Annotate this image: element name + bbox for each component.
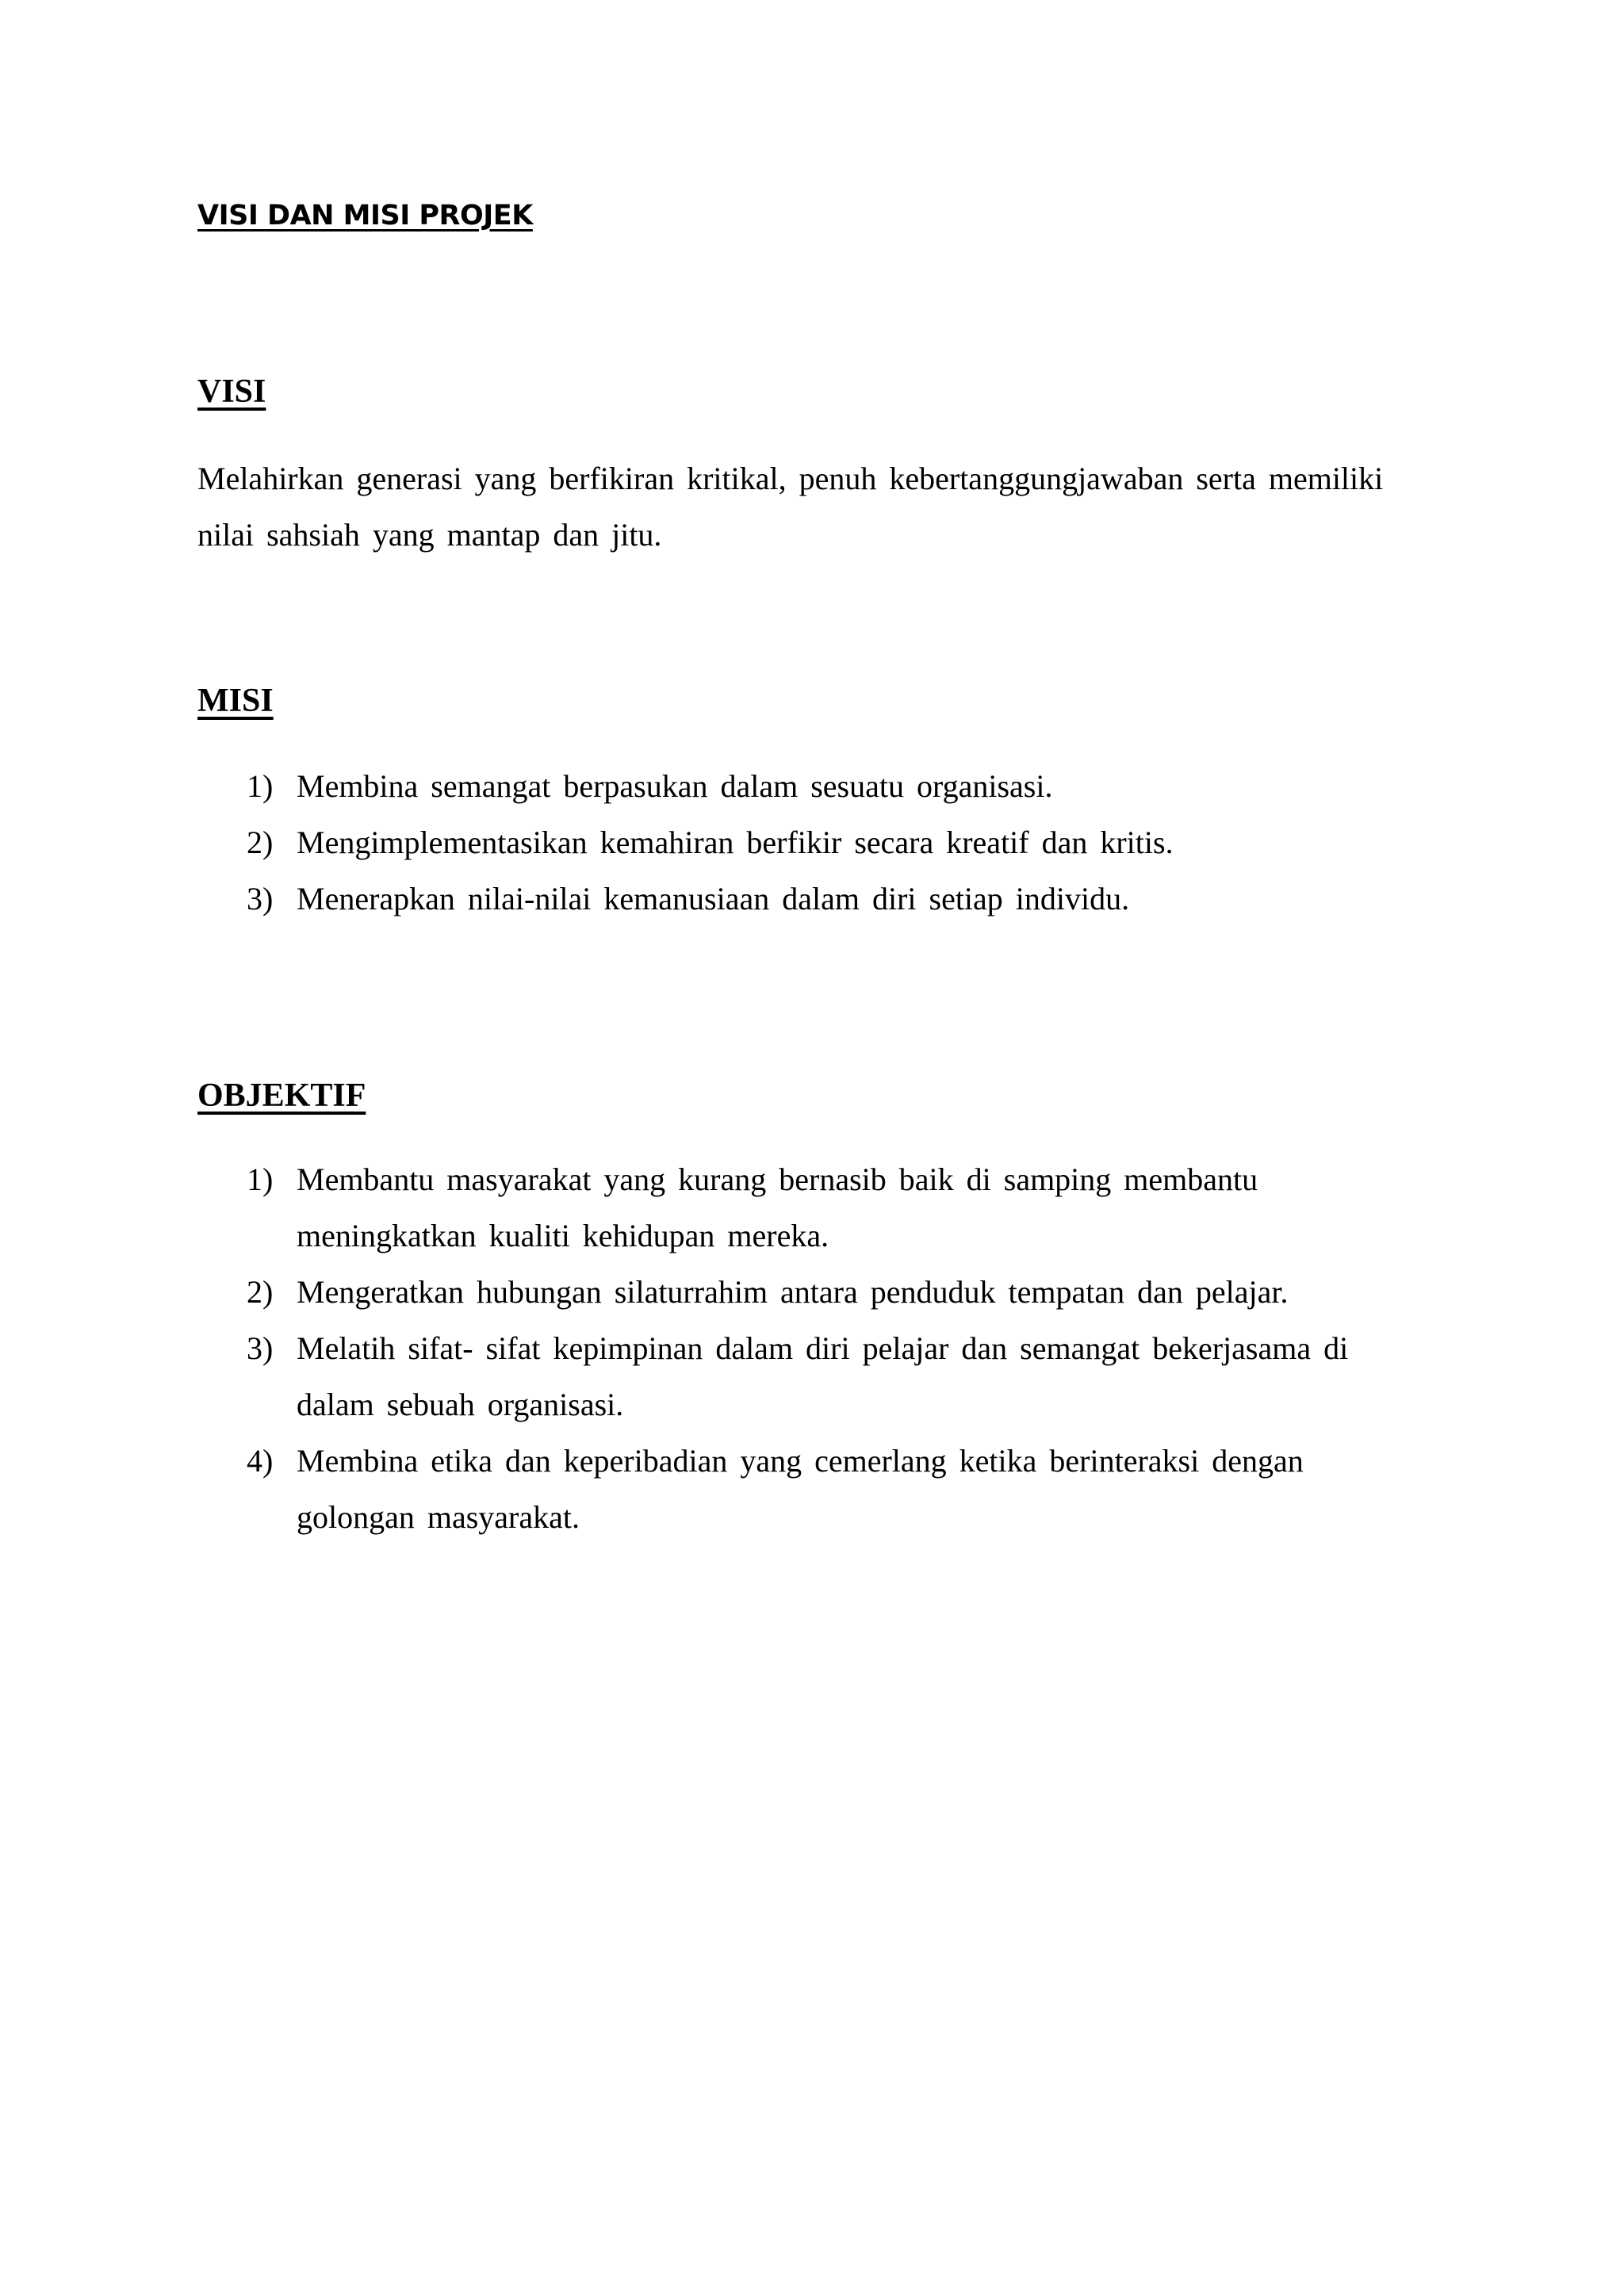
objektif-item-number: 4) [247, 1443, 274, 1479]
misi-item [0, 871, 1624, 927]
misi-item [0, 758, 1624, 814]
objektif-item [0, 1264, 1624, 1320]
objektif-item-text: Membina etika dan keperibadian yang cemerlang ketika berinteraksi dengan golongan masyarakat. [297, 1443, 1304, 1535]
misi-item-number: 3) [247, 881, 274, 916]
objektif-item-number: 1) [247, 1161, 274, 1197]
misi-heading: MISI [197, 683, 274, 719]
misi-item-text: Mengimplementasikan kemahiran berfikir secara kreatif dan kritis. [297, 825, 1174, 860]
objektif-item [0, 1151, 1624, 1264]
objektif-item-text: Melatih sifat- sifat kepimpinan dalam diri pelajar dan semangat bekerjasama di dalam sebuah organisasi. [297, 1330, 1349, 1422]
misi-item-number: 2) [247, 825, 274, 860]
misi-item-text: Membina semangat berpasukan dalam sesuatu organisasi. [297, 768, 1053, 804]
objektif-item [0, 1320, 1624, 1433]
misi-item-text: Menerapkan nilai-nilai kemanusiaan dalam diri setiap individu. [297, 881, 1130, 916]
objektif-heading: OBJEKTIF [197, 1077, 366, 1114]
misi-list [0, 758, 1624, 927]
visi-paragraph: Melahirkan generasi yang berfikiran kritikal, penuh kebertanggungjawaban serta memiliki nilai sahsiah yang mantap dan jitu. [197, 461, 1384, 553]
objektif-item-number: 2) [247, 1274, 274, 1310]
objektif-item-number: 3) [247, 1330, 274, 1366]
objektif-item [0, 1433, 1624, 1545]
document-title: VISI DAN MISI PROJEK [197, 200, 533, 232]
visi-heading: VISI [197, 373, 266, 410]
objektif-list [0, 1151, 1624, 1545]
misi-item-number: 1) [247, 768, 274, 804]
objektif-item-text: Membantu masyarakat yang kurang bernasib baik di samping membantu meningkatkan kualiti kehidupan mereka. [297, 1161, 1258, 1253]
misi-item [0, 814, 1624, 871]
objektif-item-text: Mengeratkan hubungan silaturrahim antara penduduk tempatan dan pelajar. [297, 1274, 1289, 1310]
